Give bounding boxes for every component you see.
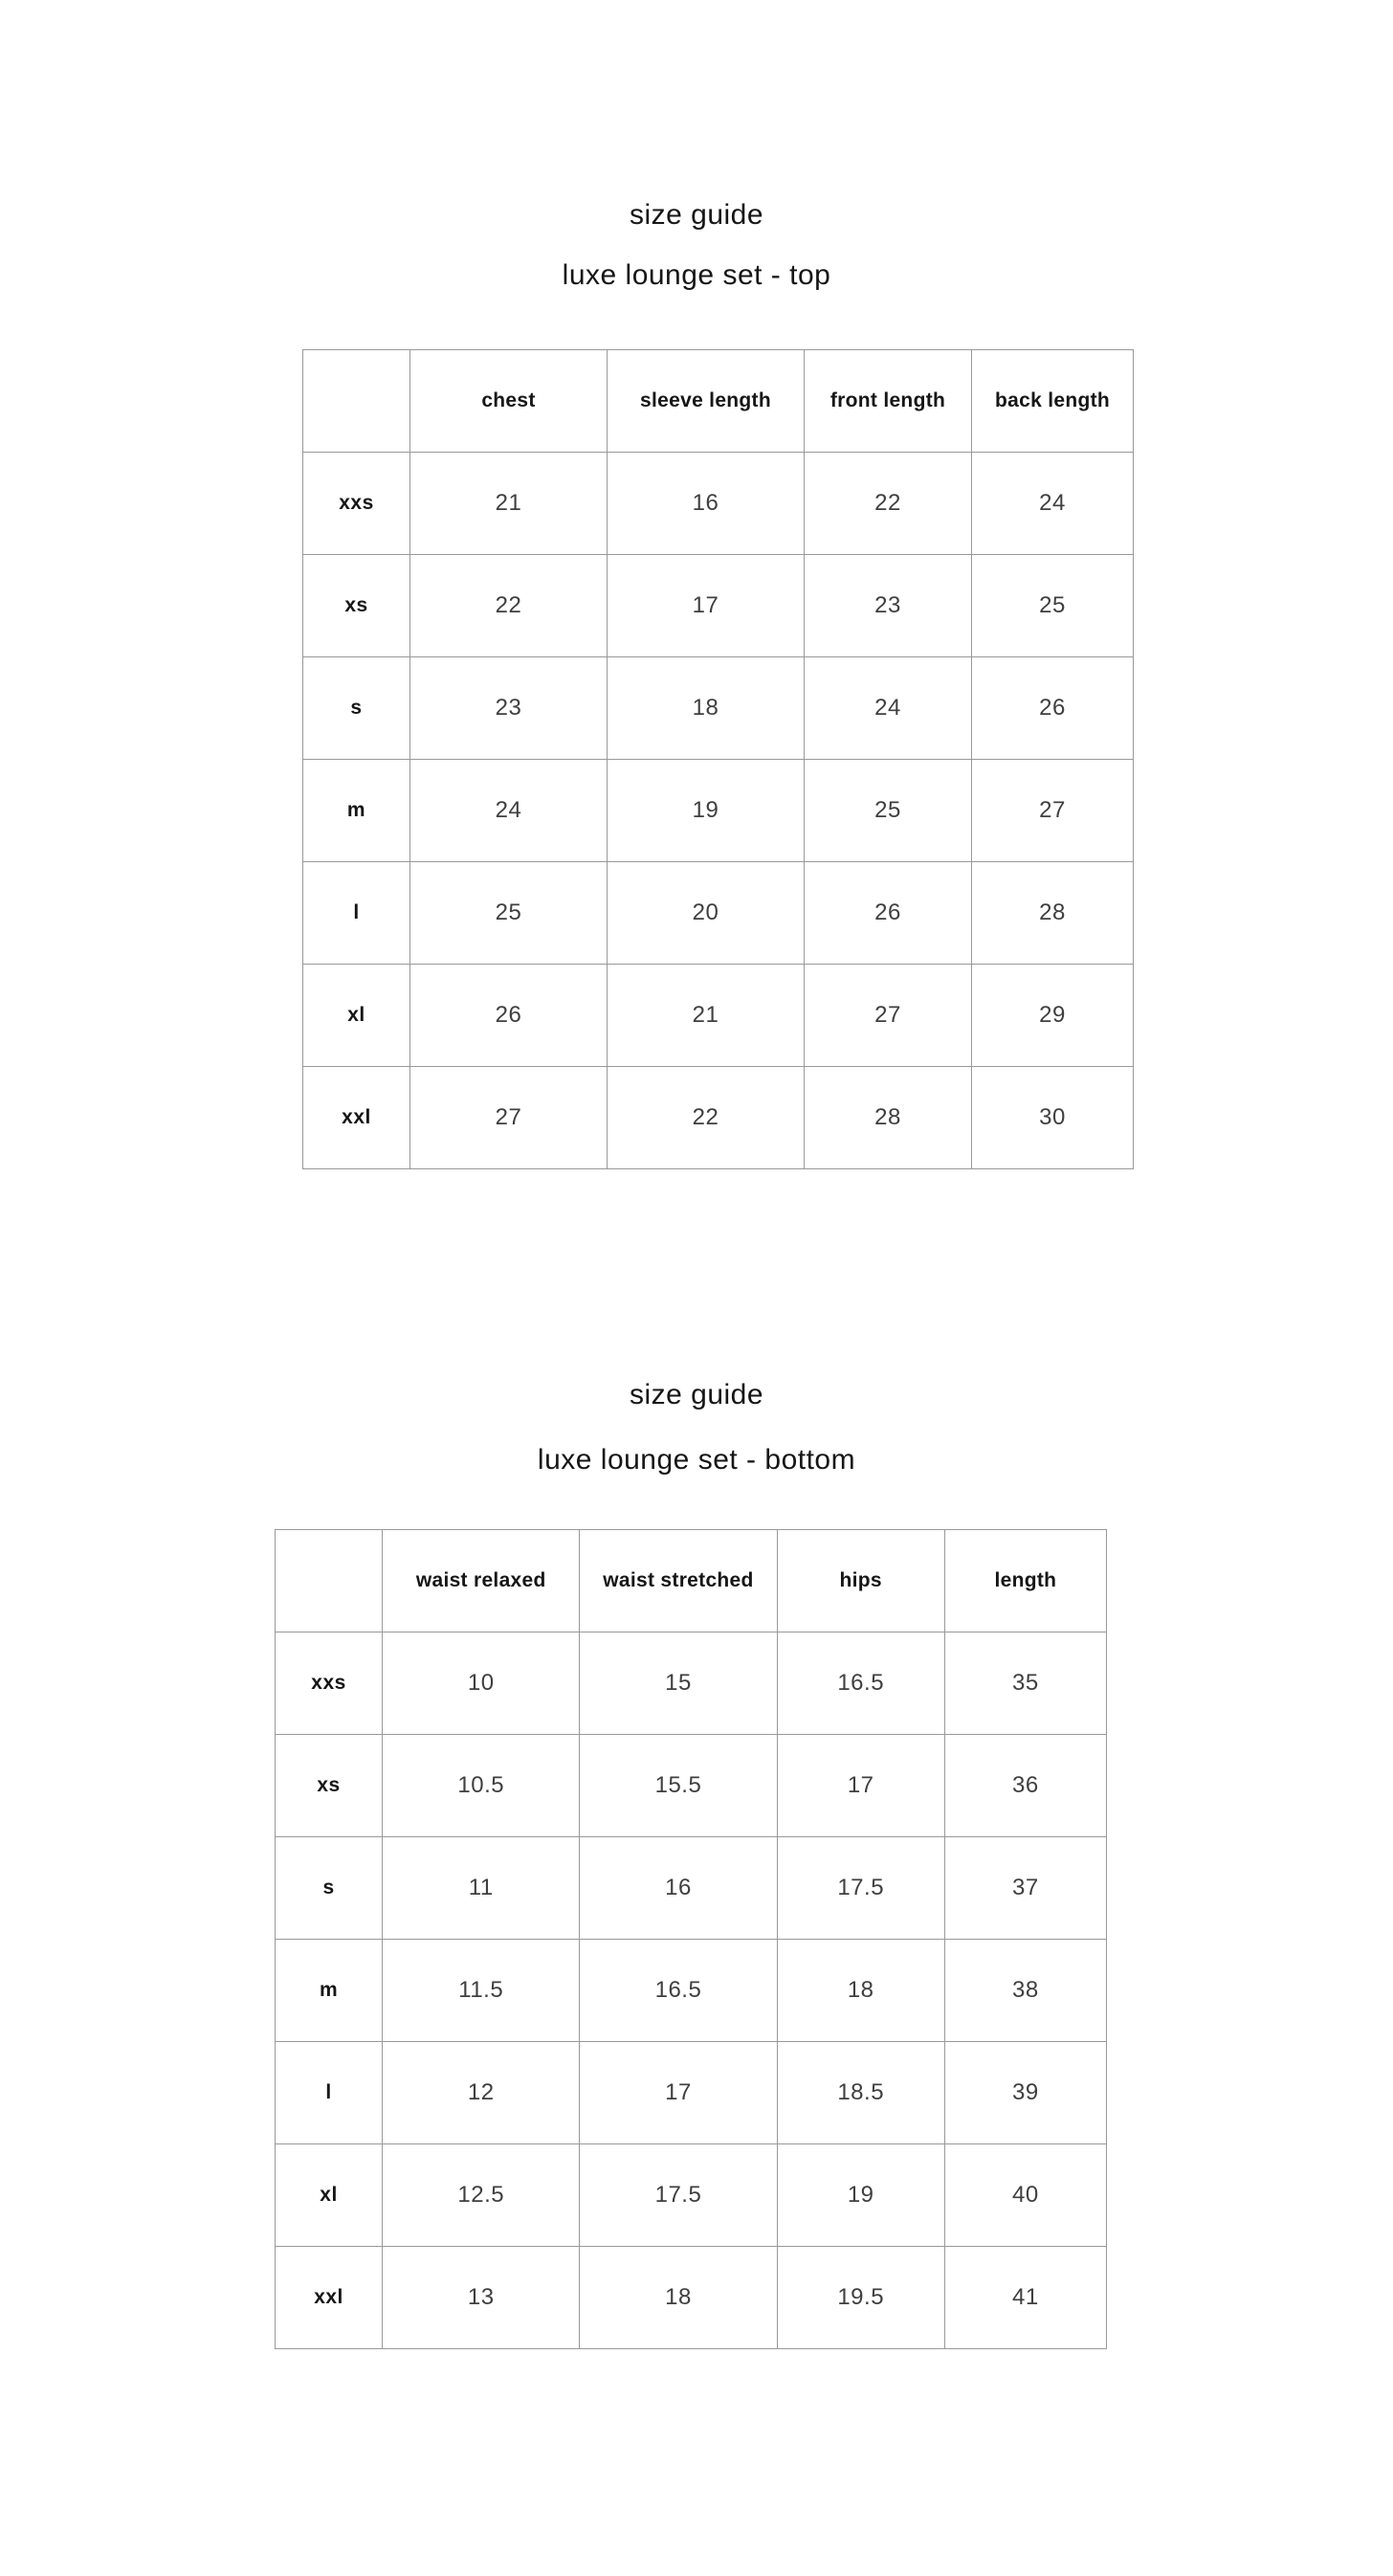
corner-cell bbox=[276, 1530, 383, 1632]
measurement-value: 24 bbox=[972, 453, 1134, 555]
size-label: xxs bbox=[276, 1632, 383, 1735]
measurement-value: 23 bbox=[410, 657, 608, 760]
table-row bbox=[276, 2144, 1107, 2247]
measurement-value: 26 bbox=[972, 657, 1134, 760]
table-row bbox=[303, 1067, 1134, 1169]
column-header-chest: chest bbox=[410, 350, 608, 453]
table-row bbox=[276, 2247, 1107, 2349]
column-header-length: length bbox=[944, 1530, 1106, 1632]
measurement-value: 21 bbox=[608, 965, 805, 1067]
measurement-value: 25 bbox=[972, 555, 1134, 657]
measurement-value: 10.5 bbox=[383, 1735, 580, 1837]
measurement-value: 18.5 bbox=[777, 2042, 944, 2144]
measurement-value: 30 bbox=[972, 1067, 1134, 1169]
measurement-value: 18 bbox=[777, 1940, 944, 2042]
measurement-value: 19 bbox=[608, 760, 805, 862]
measurement-value: 16.5 bbox=[777, 1632, 944, 1735]
measurement-value: 29 bbox=[972, 965, 1134, 1067]
table-row bbox=[303, 760, 1134, 862]
column-header-waist-stretched: waist stretched bbox=[580, 1530, 777, 1632]
size-table-bottom bbox=[275, 1529, 1107, 2349]
measurement-value: 22 bbox=[805, 453, 972, 555]
measurement-value: 15.5 bbox=[580, 1735, 777, 1837]
measurement-value: 22 bbox=[410, 555, 608, 657]
measurement-value: 26 bbox=[805, 862, 972, 965]
measurement-value: 12 bbox=[383, 2042, 580, 2144]
measurement-value: 25 bbox=[805, 760, 972, 862]
size-label: xs bbox=[276, 1735, 383, 1837]
size-table-top bbox=[302, 349, 1134, 1169]
header-row bbox=[303, 350, 1134, 453]
table-row bbox=[276, 2042, 1107, 2144]
size-label: xxs bbox=[303, 453, 410, 555]
measurement-value: 20 bbox=[608, 862, 805, 965]
measurement-value: 23 bbox=[805, 555, 972, 657]
column-header-waist-relaxed: waist relaxed bbox=[383, 1530, 580, 1632]
measurement-value: 18 bbox=[608, 657, 805, 760]
header-row bbox=[276, 1530, 1107, 1632]
measurement-value: 38 bbox=[944, 1940, 1106, 2042]
measurement-value: 39 bbox=[944, 2042, 1106, 2144]
column-header-sleeve-length: sleeve length bbox=[608, 350, 805, 453]
table-row bbox=[303, 555, 1134, 657]
measurement-value: 11.5 bbox=[383, 1940, 580, 2042]
product-subtitle-bottom: luxe lounge set - bottom bbox=[537, 1444, 856, 1476]
measurement-value: 26 bbox=[410, 965, 608, 1067]
measurement-value: 40 bbox=[944, 2144, 1106, 2247]
measurement-value: 17.5 bbox=[580, 2144, 777, 2247]
product-subtitle-top: luxe lounge set - top bbox=[562, 259, 831, 291]
column-header-front-length: front length bbox=[805, 350, 972, 453]
corner-cell bbox=[303, 350, 410, 453]
table-row bbox=[303, 965, 1134, 1067]
measurement-value: 28 bbox=[805, 1067, 972, 1169]
measurement-value: 10 bbox=[383, 1632, 580, 1735]
size-label: xl bbox=[303, 965, 410, 1067]
size-label: l bbox=[303, 862, 410, 965]
size-label: xxl bbox=[276, 2247, 383, 2349]
measurement-value: 13 bbox=[383, 2247, 580, 2349]
measurement-value: 19 bbox=[777, 2144, 944, 2247]
measurement-value: 17 bbox=[608, 555, 805, 657]
size-label: xxl bbox=[303, 1067, 410, 1169]
column-header-back-length: back length bbox=[972, 350, 1134, 453]
measurement-value: 12.5 bbox=[383, 2144, 580, 2247]
size-label: l bbox=[276, 2042, 383, 2144]
measurement-value: 16 bbox=[580, 1837, 777, 1940]
table-row bbox=[303, 453, 1134, 555]
size-label: xs bbox=[303, 555, 410, 657]
measurement-value: 17.5 bbox=[777, 1837, 944, 1940]
table-row bbox=[276, 1837, 1107, 1940]
size-label: xl bbox=[276, 2144, 383, 2247]
size-label: m bbox=[303, 760, 410, 862]
measurement-value: 35 bbox=[944, 1632, 1106, 1735]
measurement-value: 16.5 bbox=[580, 1940, 777, 2042]
size-guide-title: size guide bbox=[629, 199, 764, 231]
measurement-value: 15 bbox=[580, 1632, 777, 1735]
measurement-value: 18 bbox=[580, 2247, 777, 2349]
measurement-value: 17 bbox=[777, 1735, 944, 1837]
measurement-value: 22 bbox=[608, 1067, 805, 1169]
measurement-value: 41 bbox=[944, 2247, 1106, 2349]
table-row bbox=[303, 657, 1134, 760]
measurement-value: 37 bbox=[944, 1837, 1106, 1940]
size-guide-title: size guide bbox=[629, 1379, 764, 1410]
measurement-value: 27 bbox=[972, 760, 1134, 862]
measurement-value: 16 bbox=[608, 453, 805, 555]
measurement-value: 24 bbox=[805, 657, 972, 760]
table-row bbox=[276, 1940, 1107, 2042]
measurement-value: 25 bbox=[410, 862, 608, 965]
table-row bbox=[276, 1735, 1107, 1837]
measurement-value: 28 bbox=[972, 862, 1134, 965]
column-header-hips: hips bbox=[777, 1530, 944, 1632]
size-label: s bbox=[303, 657, 410, 760]
measurement-value: 21 bbox=[410, 453, 608, 555]
size-label: m bbox=[276, 1940, 383, 2042]
measurement-value: 27 bbox=[805, 965, 972, 1067]
size-label: s bbox=[276, 1837, 383, 1940]
measurement-value: 27 bbox=[410, 1067, 608, 1169]
measurement-value: 36 bbox=[944, 1735, 1106, 1837]
table-row bbox=[303, 862, 1134, 965]
measurement-value: 11 bbox=[383, 1837, 580, 1940]
table-row bbox=[276, 1632, 1107, 1735]
measurement-value: 19.5 bbox=[777, 2247, 944, 2349]
measurement-value: 17 bbox=[580, 2042, 777, 2144]
measurement-value: 24 bbox=[410, 760, 608, 862]
